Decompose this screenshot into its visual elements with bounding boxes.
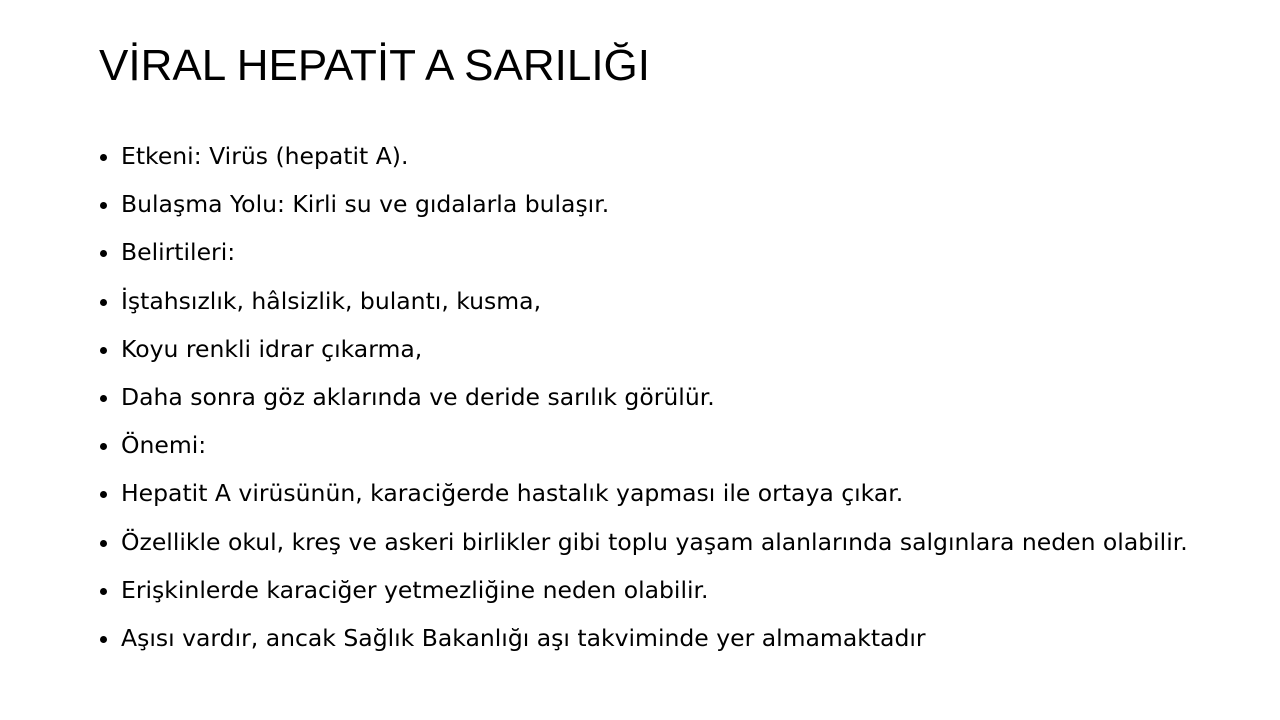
- bullet-item: [100, 382, 1220, 412]
- slide-title: VİRAL HEPATİT A SARILIĞI: [99, 41, 651, 90]
- bullet-dot-icon: [100, 491, 107, 498]
- bullet-dot-icon: [100, 443, 107, 450]
- bullet-item: [100, 334, 1220, 364]
- bullet-dot-icon: [100, 154, 107, 161]
- bullet-dot-icon: [100, 395, 107, 402]
- bullet-text: Bulaşma Yolu: Kirli su ve gıdalarla bulaşır.: [121, 190, 610, 219]
- bullet-item: [100, 237, 1220, 267]
- bullet-item: [100, 189, 1220, 219]
- bullet-item: [100, 286, 1220, 316]
- bullet-text: Daha sonra göz aklarında ve deride sarılık görülür.: [121, 382, 715, 411]
- bullet-text: Hepatit A virüsünün, karaciğerde hastalık yapması ile ortaya çıkar.: [121, 479, 904, 508]
- bullet-text: Belirtileri:: [121, 238, 236, 267]
- bullet-text: Erişkinlerde karaciğer yetmezliğine neden olabilir.: [121, 575, 709, 604]
- bullet-item: [100, 141, 1220, 171]
- bullet-text: Özellikle okul, kreş ve askeri birlikler gibi toplu yaşam alanlarında salgınlara neden olabilir.: [121, 527, 1188, 556]
- bullet-item: [100, 575, 1220, 605]
- bullet-text: Önemi:: [121, 431, 207, 460]
- bullet-dot-icon: [100, 347, 107, 354]
- bullet-item: [100, 623, 1220, 653]
- bullet-dot-icon: [100, 588, 107, 595]
- bullet-list: [100, 141, 1220, 671]
- bullet-dot-icon: [100, 250, 107, 257]
- bullet-item: [100, 430, 1220, 460]
- bullet-text: Koyu renkli idrar çıkarma,: [121, 334, 423, 363]
- bullet-dot-icon: [100, 299, 107, 306]
- bullet-item: [100, 478, 1220, 508]
- bullet-dot-icon: [100, 636, 107, 643]
- bullet-text: Aşısı vardır, ancak Sağlık Bakanlığı aşı takviminde yer almamaktadır: [121, 623, 926, 652]
- bullet-text: İştahsızlık, hâlsizlik, bulantı, kusma,: [121, 286, 542, 315]
- bullet-text: Etkeni: Virüs (hepatit A).: [121, 142, 409, 170]
- bullet-item: [100, 527, 1220, 557]
- bullet-dot-icon: [100, 202, 107, 209]
- bullet-dot-icon: [100, 540, 107, 547]
